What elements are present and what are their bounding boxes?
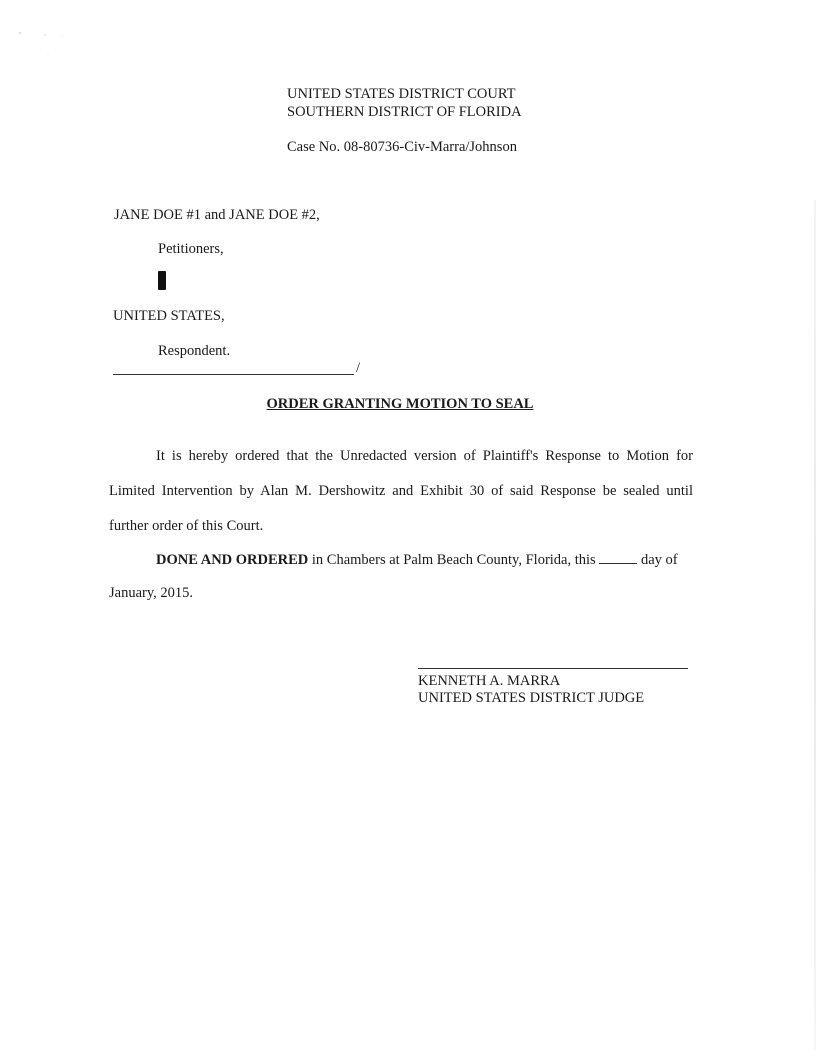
court-district: SOUTHERN DISTRICT OF FLORIDA bbox=[287, 104, 522, 120]
caption-slash: / bbox=[356, 360, 361, 376]
done-date-line: January, 2015. bbox=[109, 585, 194, 601]
redaction-mark bbox=[158, 271, 166, 290]
done-and-ordered-tail: day of bbox=[637, 552, 678, 568]
caption-rule bbox=[113, 374, 354, 375]
signature-line bbox=[418, 668, 688, 669]
court-name: UNITED STATES DISTRICT COURT bbox=[287, 86, 516, 102]
order-body-line-3: further order of this Court. bbox=[109, 518, 264, 534]
done-and-ordered-text: in Chambers at Palm Beach County, Florida, this bbox=[308, 552, 600, 568]
respondent-label: Respondent. bbox=[158, 343, 231, 359]
order-title: ORDER GRANTING MOTION TO SEAL bbox=[266, 396, 534, 412]
case-number: Case No. 08-80736-Civ-Marra/Johnson bbox=[287, 139, 517, 155]
respondent-name: UNITED STATES, bbox=[113, 308, 225, 324]
order-body bbox=[109, 439, 693, 544]
done-and-ordered-line bbox=[156, 551, 678, 569]
petitioners-names: JANE DOE #1 and JANE DOE #2, bbox=[114, 207, 320, 223]
day-blank bbox=[599, 551, 637, 564]
done-and-ordered-bold: DONE AND ORDERED bbox=[156, 552, 309, 568]
petitioners-label: Petitioners, bbox=[158, 241, 224, 257]
order-body-line-2: Limited Intervention by Alan M. Dershowitz and Exhibit 30 of said Response be sealed until bbox=[109, 483, 693, 499]
scan-specks bbox=[18, 30, 98, 60]
judge-title: UNITED STATES DISTRICT JUDGE bbox=[418, 690, 645, 706]
judge-name: KENNETH A. MARRA bbox=[418, 673, 561, 689]
order-body-line-1: It is hereby ordered that the Unredacted version of Plaintiff's Response to Motion for bbox=[156, 448, 693, 464]
